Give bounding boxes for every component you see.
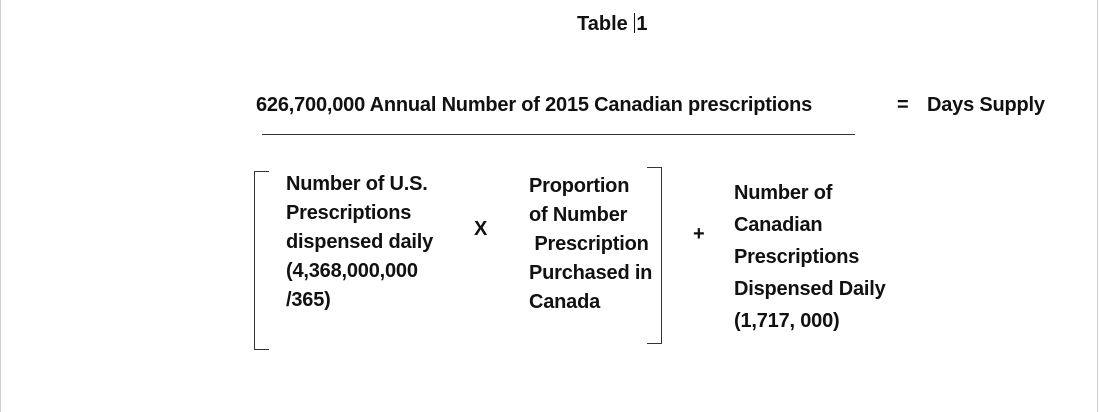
table-title-number: 1 bbox=[636, 13, 648, 35]
multiply-sign: X bbox=[474, 218, 488, 240]
canadian-line: Canadian bbox=[734, 214, 823, 236]
formula-numerator: 626,700,000 Annual Number of 2015 Canadian prescriptions bbox=[256, 94, 813, 116]
proportion-line: Proportion bbox=[529, 175, 630, 197]
plus-sign: + bbox=[693, 223, 705, 245]
days-supply-label: Days Supply bbox=[927, 94, 1045, 116]
fraction-bar bbox=[262, 134, 855, 135]
us-line: /365) bbox=[286, 289, 331, 311]
proportion-term bbox=[529, 172, 652, 317]
us-line: (4,368,000,000 bbox=[286, 260, 418, 282]
canadian-line: Prescriptions bbox=[734, 246, 860, 268]
proportion-line: Canada bbox=[529, 291, 601, 313]
left-bracket bbox=[254, 171, 269, 350]
proportion-line: of Number bbox=[529, 204, 628, 226]
us-line: dispensed daily bbox=[286, 231, 434, 253]
us-prescriptions-term bbox=[286, 170, 433, 315]
us-line: Prescriptions bbox=[286, 202, 412, 224]
page-left-edge bbox=[0, 0, 1, 412]
table-title-prefix: Table bbox=[577, 13, 634, 35]
equals-sign: = bbox=[897, 94, 909, 116]
canadian-prescriptions-term bbox=[734, 177, 886, 337]
table-title bbox=[577, 10, 647, 38]
canadian-line: (1,717, 000) bbox=[734, 310, 840, 332]
proportion-line: Prescription bbox=[529, 233, 649, 255]
canadian-line: Number of bbox=[734, 182, 833, 204]
page-right-edge bbox=[1097, 0, 1098, 412]
canadian-line: Dispensed Daily bbox=[734, 278, 886, 300]
proportion-line: Purchased in bbox=[529, 262, 653, 284]
us-line: Number of U.S. bbox=[286, 173, 428, 195]
